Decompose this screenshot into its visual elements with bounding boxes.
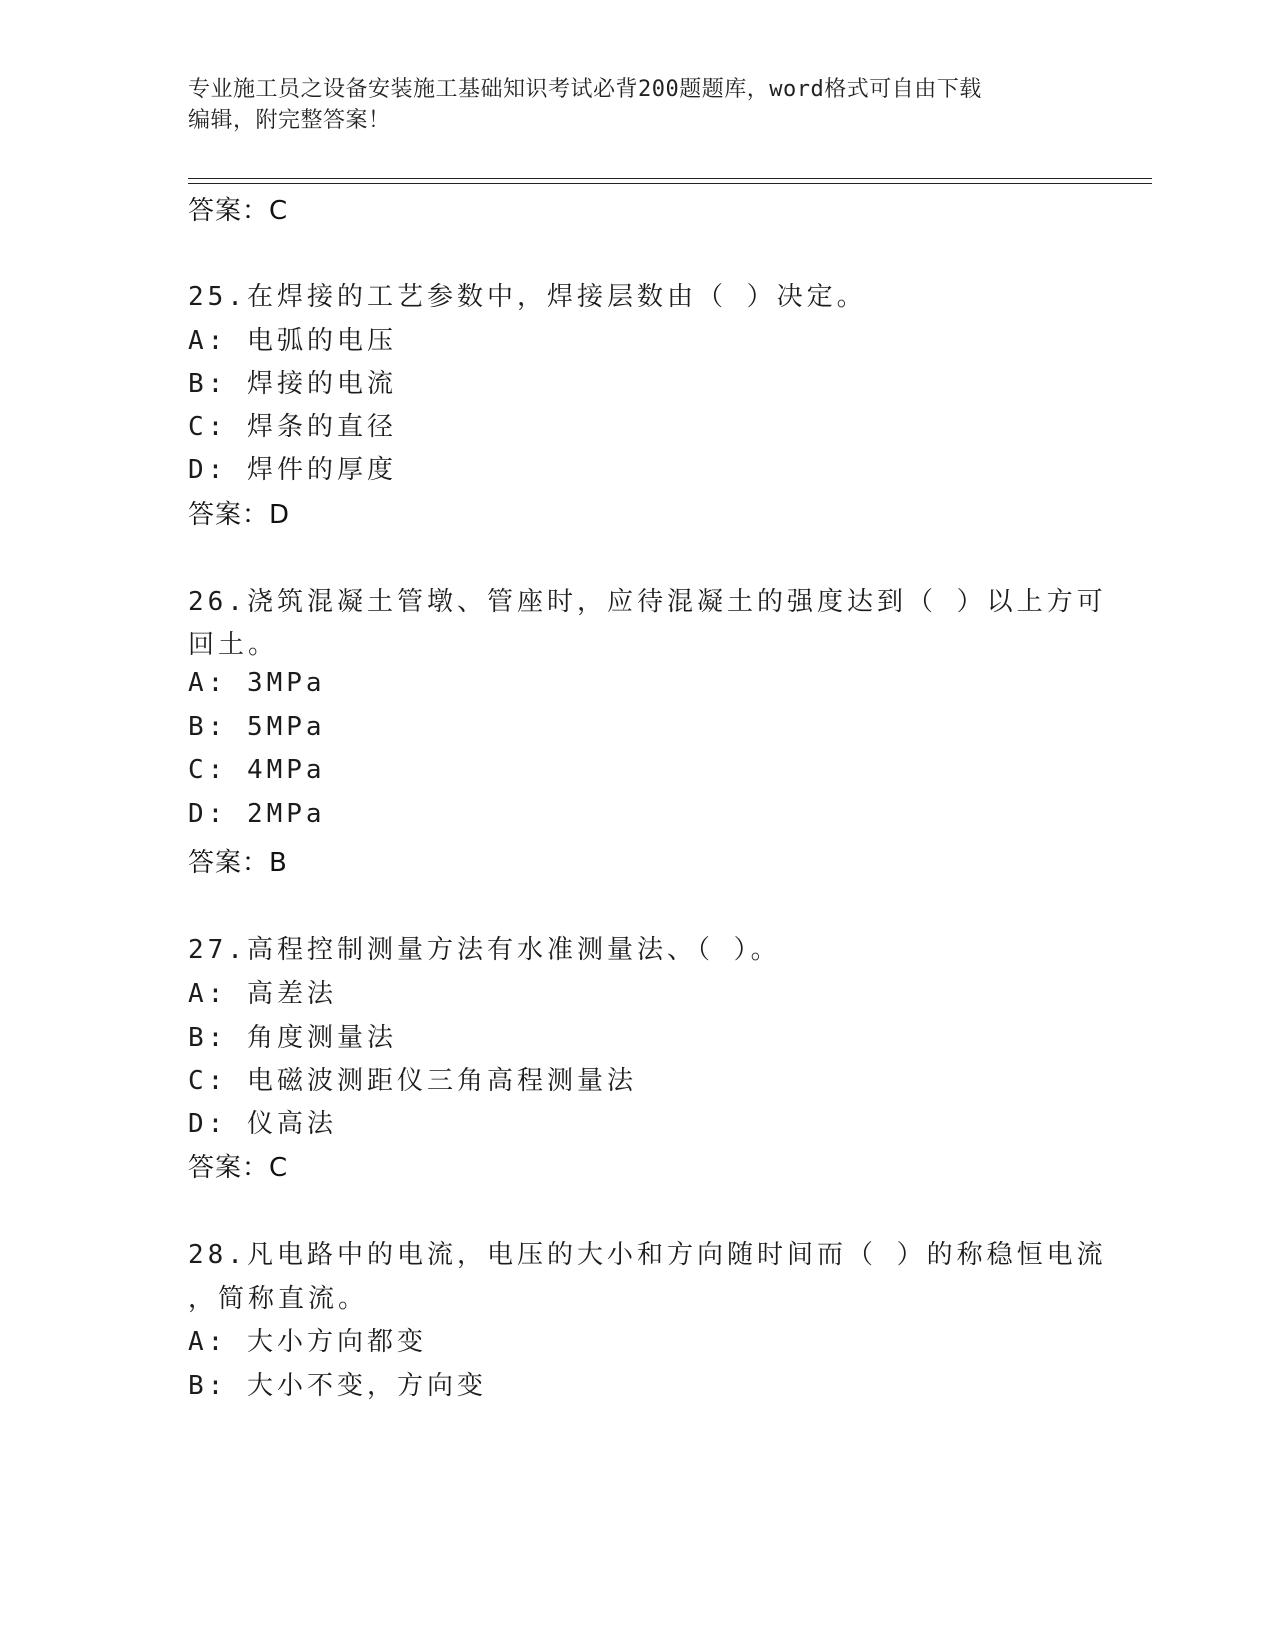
option-d: D: 焊件的厚度	[188, 455, 397, 485]
option-c: C: 电磁波测距仪三角高程测量法	[188, 1066, 637, 1096]
header-line-1: 专业施工员之设备安装施工基础知识考试必背200题题库，word格式可自由下载	[188, 77, 982, 102]
option-a: A: 3MPa	[188, 668, 326, 698]
option-b: B: 焊接的电流	[188, 369, 397, 399]
question-stem: 26.浇筑混凝土管墩、管座时，应待混凝土的强度达到（ ）以上方可	[188, 587, 1107, 617]
option-b: B: 大小不变，方向变	[188, 1371, 487, 1401]
question-stem: 27.高程控制测量方法有水准测量法、（ ）。	[188, 935, 781, 965]
option-c: C: 焊条的直径	[188, 412, 397, 442]
option-a: A: 高差法	[188, 979, 337, 1009]
header-rule-bottom	[188, 183, 1152, 184]
answer: 答案：B	[188, 848, 288, 878]
answer: 答案：D	[188, 500, 291, 530]
option-d: D: 仪高法	[188, 1109, 337, 1139]
document-header	[188, 74, 1068, 136]
question-stem: 28.凡电路中的电流，电压的大小和方向随时间而（ ）的称稳恒电流	[188, 1240, 1107, 1270]
option-c: C: 4MPa	[188, 755, 326, 785]
header-line-2: 编辑，附完整答案！	[188, 108, 391, 133]
answer-prev: 答案：C	[188, 196, 289, 226]
question-stem: 25.在焊接的工艺参数中，焊接层数由（ ）决定。	[188, 282, 867, 312]
option-a: A: 大小方向都变	[188, 1327, 427, 1357]
option-a: A: 电弧的电压	[188, 326, 397, 356]
question-stem-continued: 回土。	[188, 630, 279, 660]
option-d: D: 2MPa	[188, 799, 326, 829]
header-rule-top	[188, 178, 1152, 179]
option-b: B: 角度测量法	[188, 1023, 397, 1053]
answer: 答案：C	[188, 1153, 289, 1183]
question-stem-continued: ，简称直流。	[188, 1284, 369, 1314]
option-b: B: 5MPa	[188, 712, 326, 742]
